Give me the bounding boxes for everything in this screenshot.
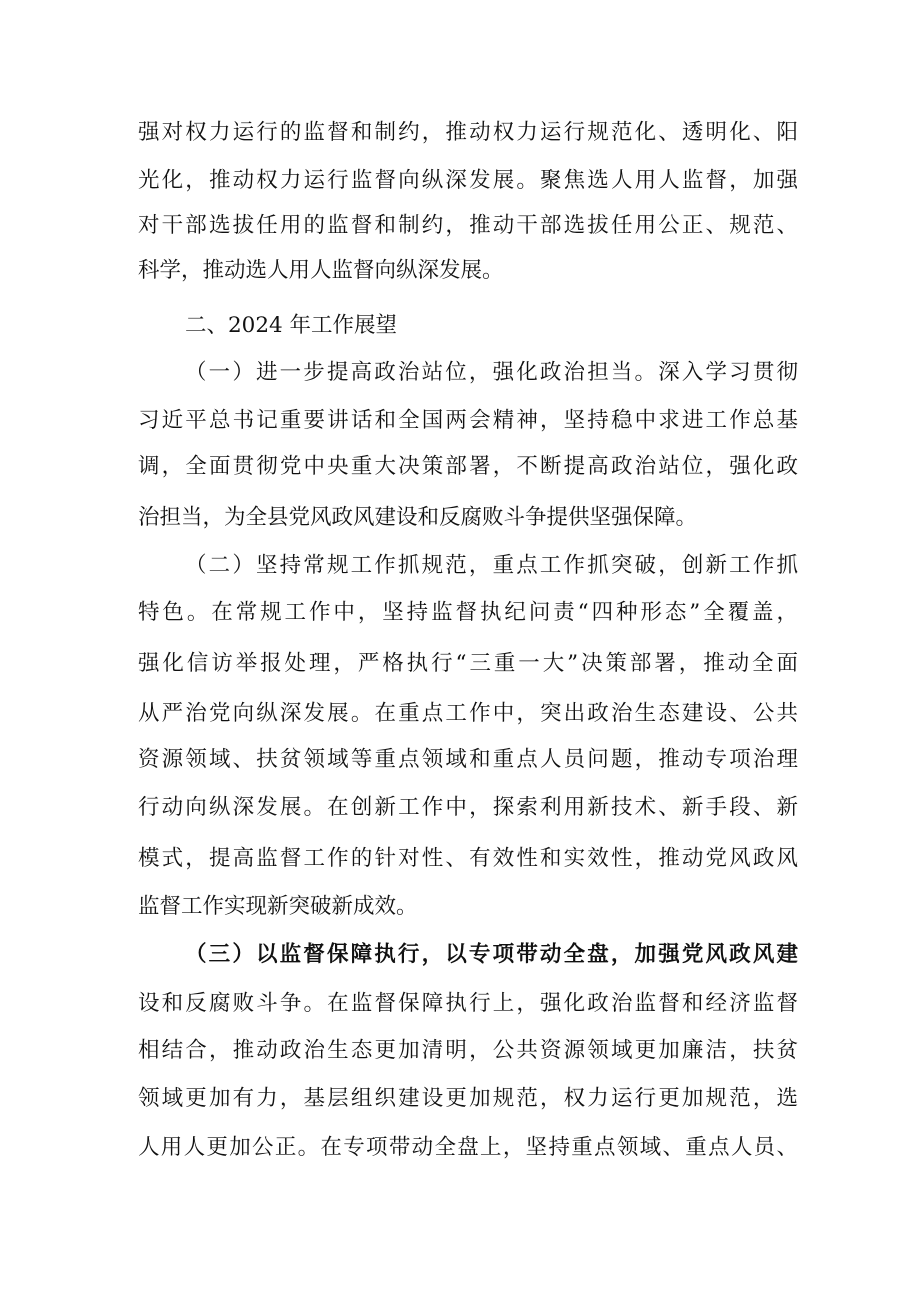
- body-text-line: 强化信访举报处理，严格执行“三重一大”决策部署，推动全面: [138, 651, 798, 676]
- paragraph-heading-line: （三）以监督保障执行，以专项带动全盘，加强党风政风建: [185, 942, 798, 967]
- body-text-line: 特色。在常规工作中，坚持监督执纪问责“四种形态”全覆盖，: [138, 600, 798, 625]
- body-text-line: 科学，推动选人用人监督向纵深发展。: [138, 258, 504, 283]
- body-text-line: 习近平总书记重要讲话和全国两会精神，坚持稳中求进工作总基: [138, 408, 798, 433]
- body-text-line: 光化，推动权力运行监督向纵深发展。聚焦选人用人监督，加强: [138, 168, 798, 193]
- body-text-line: 人用人更加公正。在专项带动全盘上，坚持重点领域、重点人员、: [138, 1135, 798, 1160]
- body-text-line: 领域更加有力，基层组织建设更加规范，权力运行更加规范，选: [138, 1086, 798, 1111]
- body-text-line: 设和反腐败斗争。在监督保障执行上，强化政治监督和经济监督: [138, 991, 798, 1016]
- paragraph-heading-line: （一）进一步提高政治站位，强化政治担当。深入学习贯彻: [185, 360, 798, 385]
- body-text-line: 从严治党向纵深发展。在重点工作中，突出政治生态建设、公共: [138, 701, 798, 726]
- body-text-line: 调，全面贯彻党中央重大决策部署，不断提高政治站位，强化政: [138, 454, 798, 479]
- body-text-line: 监督工作实现新突破新成效。: [138, 894, 418, 919]
- body-text-line: 强对权力运行的监督和制约，推动权力运行规范化、透明化、阳: [138, 120, 798, 145]
- body-text-line: 资源领域、扶贫领域等重点领域和重点人员问题，推动专项治理: [138, 747, 798, 772]
- body-text-line: 行动向纵深发展。在创新工作中，探索利用新技术、新手段、新: [138, 795, 798, 820]
- body-text-line: 模式，提高监督工作的针对性、有效性和实效性，推动党风政风: [138, 846, 798, 871]
- body-text-line: 对干部选拔任用的监督和制约，推动干部选拔任用公正、规范、: [138, 213, 798, 238]
- paragraph-heading-line: （二）坚持常规工作抓规范，重点工作抓突破，创新工作抓: [185, 553, 798, 578]
- body-text-line: 治担当，为全县党风政风建设和反腐败斗争提供坚强保障。: [138, 505, 698, 530]
- section-heading: 二、2024 年工作展望: [185, 313, 398, 338]
- body-text-line: 相结合，推动政治生态更加清明，公共资源领域更加廉洁，扶贫: [138, 1038, 798, 1063]
